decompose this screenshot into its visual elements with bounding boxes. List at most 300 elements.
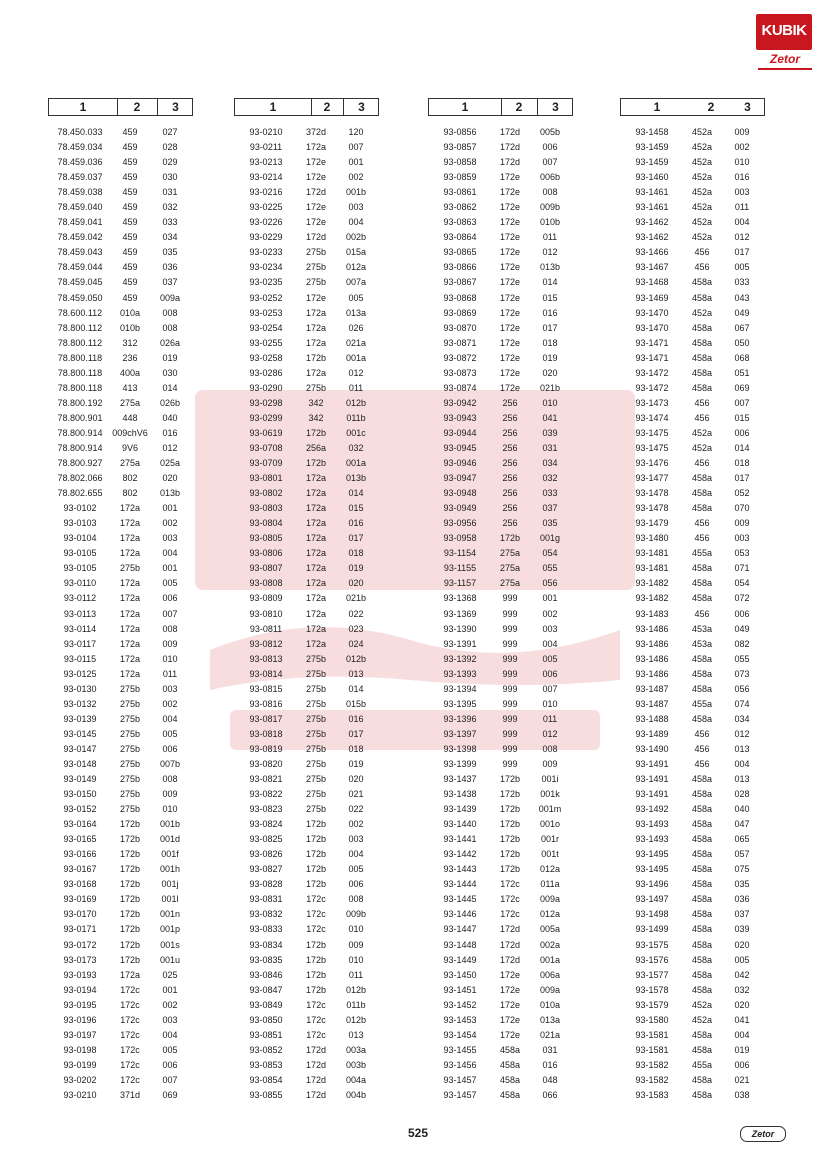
table-row	[48, 576, 193, 591]
table-row	[234, 652, 379, 667]
part-number: 93-0801	[249, 473, 283, 484]
table-row	[620, 1013, 765, 1028]
table-row	[620, 245, 765, 260]
part-number: 93-0847	[249, 984, 283, 995]
figure-ref: 172d	[305, 1074, 327, 1085]
figure-ref: 458a	[691, 578, 713, 589]
figure-ref: 452a	[691, 142, 713, 153]
part-number: 93-0214	[249, 172, 283, 183]
part-number: 93-1497	[635, 894, 669, 905]
table-row	[620, 471, 765, 486]
part-number: 93-0942	[443, 397, 477, 408]
table-row	[428, 531, 573, 546]
table-row	[620, 802, 765, 817]
table-row	[48, 877, 193, 892]
table-row	[48, 772, 193, 787]
figure-ref: 172e	[499, 217, 521, 228]
part-number: 93-0824	[249, 819, 283, 830]
part-number: 93-0167	[63, 864, 97, 875]
part-number: 93-0102	[63, 503, 97, 514]
figure-ref: 459	[122, 292, 138, 303]
table-row	[48, 245, 193, 260]
position-ref: 004	[162, 713, 178, 724]
table-row	[48, 1058, 193, 1073]
table-row	[428, 742, 573, 757]
table-row	[620, 622, 765, 637]
table-row	[234, 215, 379, 230]
part-number: 93-1583	[635, 1090, 669, 1100]
part-number: 93-1486	[635, 668, 669, 679]
rows-list	[234, 125, 379, 1103]
part-number: 93-0170	[63, 909, 97, 920]
position-ref: 016	[734, 172, 750, 183]
table-row	[620, 938, 765, 953]
position-ref: 008	[162, 623, 178, 634]
table-row	[620, 968, 765, 983]
position-ref: 009b	[345, 909, 367, 920]
position-ref: 066	[542, 1090, 558, 1100]
figure-ref: 458a	[691, 804, 713, 815]
figure-ref: 172c	[120, 1059, 140, 1070]
position-ref: 013a	[345, 307, 367, 318]
part-number: 93-0150	[63, 789, 97, 800]
part-number: 93-1399	[443, 758, 477, 769]
figure-ref: 275b	[119, 743, 141, 754]
part-number: 93-1577	[635, 969, 669, 980]
parts-column-1	[48, 98, 193, 1103]
figure-ref: 172e	[499, 352, 521, 363]
figure-ref: 275b	[305, 247, 327, 258]
parts-column-2	[234, 98, 379, 1103]
part-number: 93-1576	[635, 954, 669, 965]
table-row	[234, 817, 379, 832]
position-ref: 013b	[539, 262, 561, 273]
table-row	[48, 275, 193, 290]
figure-ref: 172a	[305, 623, 327, 634]
table-row	[428, 321, 573, 336]
table-row	[48, 185, 193, 200]
part-number: 93-0708	[249, 442, 283, 453]
table-row	[48, 757, 193, 772]
table-row	[620, 1088, 765, 1103]
figure-ref: 459	[122, 247, 138, 258]
figure-ref: 275a	[499, 548, 521, 559]
figure-ref: 458a	[691, 774, 713, 785]
figure-ref: 172a	[119, 668, 141, 679]
table-row	[620, 983, 765, 998]
part-number: 93-1391	[443, 638, 477, 649]
table-row	[620, 862, 765, 877]
part-number: 93-1482	[635, 578, 669, 589]
figure-ref: 802	[122, 488, 138, 499]
table-row	[48, 366, 193, 381]
part-number: 93-0826	[249, 849, 283, 860]
figure-ref: 172d	[305, 1090, 327, 1100]
table-row	[428, 983, 573, 998]
figure-ref: 275a	[499, 578, 521, 589]
part-number: 93-0145	[63, 728, 97, 739]
figure-ref: 172e	[499, 1014, 521, 1025]
part-number: 93-1499	[635, 924, 669, 935]
table-row	[620, 772, 765, 787]
figure-ref: 172b	[499, 804, 521, 815]
position-ref: 012b	[345, 1014, 367, 1025]
part-number: 93-1368	[443, 593, 477, 604]
part-number: 93-1486	[635, 623, 669, 634]
part-number: 93-0956	[443, 518, 477, 529]
position-ref: 018	[348, 743, 364, 754]
position-ref: 009a	[159, 292, 181, 303]
position-ref: 032	[734, 984, 750, 995]
figure-ref: 342	[308, 397, 324, 408]
part-number: 93-1454	[443, 1029, 477, 1040]
table-row	[428, 832, 573, 847]
part-number: 93-1486	[635, 653, 669, 664]
figure-ref: 172b	[305, 427, 327, 438]
figure-ref: 456	[694, 458, 710, 469]
figure-ref: 458a	[691, 337, 713, 348]
table-row	[48, 456, 193, 471]
position-ref: 025	[162, 969, 178, 980]
figure-ref: 172a	[305, 473, 327, 484]
header-col-1: 1	[79, 100, 87, 114]
figure-ref: 172a	[305, 593, 327, 604]
position-ref: 008	[348, 894, 364, 905]
position-ref: 009	[348, 939, 364, 950]
position-ref: 007	[734, 397, 750, 408]
part-number: 93-1452	[443, 999, 477, 1010]
position-ref: 069	[162, 1090, 178, 1100]
figure-ref: 372d	[305, 127, 327, 137]
figure-ref: 999	[502, 593, 518, 604]
figure-ref: 458a	[691, 683, 713, 694]
table-row	[234, 245, 379, 260]
position-ref: 001s	[160, 939, 180, 950]
part-number: 93-0804	[249, 518, 283, 529]
figure-ref: 172e	[499, 367, 521, 378]
table-row	[234, 125, 379, 140]
figure-ref: 172b	[305, 984, 327, 995]
table-row	[428, 817, 573, 832]
figure-ref: 275b	[119, 713, 141, 724]
table-row	[48, 907, 193, 922]
position-ref: 004	[162, 548, 178, 559]
figure-ref: 400a	[119, 367, 141, 378]
position-ref: 004	[734, 758, 750, 769]
figure-ref: 256	[502, 488, 518, 499]
table-row	[48, 321, 193, 336]
table-row	[428, 712, 573, 727]
figure-ref: 458a	[691, 292, 713, 303]
table-row	[620, 200, 765, 215]
position-ref: 001j	[161, 879, 179, 890]
position-ref: 002	[162, 999, 178, 1010]
part-number: 93-0147	[63, 743, 97, 754]
position-ref: 025a	[159, 458, 181, 469]
figure-ref: 458a	[691, 367, 713, 378]
figure-ref: 172c	[500, 894, 520, 905]
figure-ref: 275a	[499, 563, 521, 574]
position-ref: 001	[162, 503, 178, 514]
part-number: 93-1447	[443, 924, 477, 935]
table-row	[428, 366, 573, 381]
figure-ref: 172e	[305, 217, 327, 228]
position-ref: 017	[348, 533, 364, 544]
part-number: 93-0172	[63, 939, 97, 950]
parts-column-3	[428, 98, 573, 1103]
table-row	[620, 230, 765, 245]
part-number: 93-1449	[443, 954, 477, 965]
table-row	[428, 1013, 573, 1028]
position-ref: 039	[734, 924, 750, 935]
figure-ref: 172b	[499, 849, 521, 860]
position-ref: 014	[734, 442, 750, 453]
position-ref: 049	[734, 623, 750, 634]
position-ref: 017	[348, 728, 364, 739]
part-number: 93-1493	[635, 834, 669, 845]
part-number: 93-0822	[249, 789, 283, 800]
table-row	[48, 652, 193, 667]
figure-ref: 456	[694, 608, 710, 619]
table-row	[620, 998, 765, 1013]
position-ref: 018	[348, 548, 364, 559]
table-row	[620, 953, 765, 968]
part-number: 93-0115	[63, 653, 97, 664]
part-number: 93-0152	[63, 804, 97, 815]
position-ref: 068	[734, 352, 750, 363]
table-row	[48, 832, 193, 847]
part-number: 93-0216	[249, 187, 283, 198]
figure-ref: 172c	[120, 999, 140, 1010]
part-number: 93-1490	[635, 743, 669, 754]
position-ref: 006	[734, 608, 750, 619]
position-ref: 001k	[540, 789, 560, 800]
figure-ref: 458a	[691, 277, 713, 288]
position-ref: 010a	[539, 999, 561, 1010]
position-ref: 020	[348, 774, 364, 785]
table-row	[48, 1013, 193, 1028]
figure-ref: 172c	[306, 924, 326, 935]
table-row	[620, 125, 765, 140]
figure-ref: 172b	[119, 879, 141, 890]
position-ref: 009	[542, 758, 558, 769]
position-ref: 021b	[345, 593, 367, 604]
position-ref: 054	[734, 578, 750, 589]
part-number: 93-0173	[63, 954, 97, 965]
figure-ref: 275b	[305, 758, 327, 769]
part-number: 93-0813	[249, 653, 283, 664]
part-number: 78.450.033	[57, 127, 103, 137]
figure-ref: 458a	[691, 969, 713, 980]
part-number: 93-0818	[249, 728, 283, 739]
figure-ref: 275b	[119, 789, 141, 800]
header-col-2: 2	[515, 100, 523, 114]
part-number: 93-0858	[443, 157, 477, 168]
position-ref: 001d	[159, 834, 181, 845]
part-number: 93-0194	[63, 984, 97, 995]
part-number: 93-0853	[249, 1059, 283, 1070]
position-ref: 050	[734, 337, 750, 348]
position-ref: 069	[734, 382, 750, 393]
figure-ref: 172a	[119, 638, 141, 649]
table-row	[620, 652, 765, 667]
table-row	[620, 531, 765, 546]
table-row	[234, 501, 379, 516]
position-ref: 038	[734, 1090, 750, 1100]
part-number: 93-1437	[443, 774, 477, 785]
part-number: 93-0859	[443, 172, 477, 183]
figure-ref: 172b	[119, 864, 141, 875]
table-row	[620, 185, 765, 200]
table-row	[620, 877, 765, 892]
position-ref: 037	[162, 277, 178, 288]
table-row	[428, 637, 573, 652]
table-row	[428, 576, 573, 591]
table-row	[48, 396, 193, 411]
part-number: 93-0949	[443, 503, 477, 514]
position-ref: 015b	[345, 698, 367, 709]
position-ref: 004	[542, 638, 558, 649]
part-number: 93-0619	[249, 427, 283, 438]
figure-ref: 459	[122, 217, 138, 228]
part-number: 93-0846	[249, 969, 283, 980]
table-row	[234, 938, 379, 953]
part-number: 93-1492	[635, 804, 669, 815]
part-number: 93-1581	[635, 1029, 669, 1040]
position-ref: 033	[542, 488, 558, 499]
part-number: 93-0865	[443, 247, 477, 258]
position-ref: 003	[162, 533, 178, 544]
position-ref: 073	[734, 668, 750, 679]
position-ref: 009	[734, 518, 750, 529]
table-row	[620, 321, 765, 336]
position-ref: 013	[348, 1029, 364, 1040]
part-number: 93-1459	[635, 142, 669, 153]
table-row	[234, 260, 379, 275]
figure-ref: 456	[694, 412, 710, 423]
position-ref: 052	[734, 488, 750, 499]
position-ref: 022	[348, 804, 364, 815]
position-ref: 005	[162, 1044, 178, 1055]
position-ref: 031	[542, 1044, 558, 1055]
position-ref: 036	[162, 262, 178, 273]
part-number: 78.802.066	[57, 473, 103, 484]
part-number: 93-0117	[63, 638, 97, 649]
figure-ref: 458a	[691, 713, 713, 724]
position-ref: 001o	[539, 819, 561, 830]
position-ref: 022	[348, 608, 364, 619]
part-number: 78.600.112	[57, 307, 103, 318]
figure-ref: 172d	[499, 157, 521, 168]
position-ref: 002b	[345, 232, 367, 243]
figure-ref: 256	[502, 412, 518, 423]
figure-ref: 172b	[119, 894, 141, 905]
part-number: 93-1478	[635, 488, 669, 499]
table-row	[620, 140, 765, 155]
position-ref: 032	[348, 442, 364, 453]
table-row	[620, 712, 765, 727]
part-number: 93-1478	[635, 503, 669, 514]
figure-ref: 172e	[499, 202, 521, 213]
figure-ref: 999	[502, 758, 518, 769]
figure-ref: 458a	[499, 1059, 521, 1070]
position-ref: 012b	[345, 653, 367, 664]
figure-ref: 455a	[691, 698, 713, 709]
part-number: 93-0139	[63, 713, 97, 724]
part-number: 93-1397	[443, 728, 477, 739]
table-row	[620, 607, 765, 622]
header-col-2: 2	[323, 100, 331, 114]
part-number: 93-1440	[443, 819, 477, 830]
table-row	[234, 306, 379, 321]
figure-ref: 458a	[691, 503, 713, 514]
figure-ref: 999	[502, 608, 518, 619]
figure-ref: 256	[502, 427, 518, 438]
position-ref: 009a	[539, 984, 561, 995]
part-number: 93-1455	[443, 1044, 477, 1055]
table-row	[428, 727, 573, 742]
part-number: 93-0834	[249, 939, 283, 950]
position-ref: 006	[734, 427, 750, 438]
table-row	[428, 652, 573, 667]
table-row	[48, 486, 193, 501]
position-ref: 009a	[539, 894, 561, 905]
position-ref: 012b	[345, 397, 367, 408]
figure-ref: 456	[694, 397, 710, 408]
position-ref: 026a	[159, 337, 181, 348]
part-number: 93-0226	[249, 217, 283, 228]
position-ref: 005	[734, 954, 750, 965]
figure-ref: 275b	[119, 683, 141, 694]
part-number: 93-1462	[635, 217, 669, 228]
column-header	[620, 98, 765, 116]
part-number: 93-1495	[635, 864, 669, 875]
kubik-logo	[756, 14, 812, 72]
position-ref: 001b	[345, 187, 367, 198]
part-number: 93-0169	[63, 894, 97, 905]
figure-ref: 256	[502, 397, 518, 408]
figure-ref: 275b	[305, 262, 327, 273]
header-col-3: 3	[172, 100, 179, 114]
position-ref: 012	[542, 247, 558, 258]
position-ref: 015	[348, 503, 364, 514]
table-row	[620, 516, 765, 531]
part-number: 93-1462	[635, 232, 669, 243]
position-ref: 026	[348, 322, 364, 333]
figure-ref: 458a	[691, 984, 713, 995]
position-ref: 001n	[159, 909, 181, 920]
part-number: 93-1443	[443, 864, 477, 875]
position-ref: 037	[542, 503, 558, 514]
part-number: 93-0945	[443, 442, 477, 453]
figure-ref: 275b	[305, 277, 327, 288]
position-ref: 071	[734, 563, 750, 574]
table-row	[620, 576, 765, 591]
part-number: 93-0823	[249, 804, 283, 815]
table-row	[234, 411, 379, 426]
part-number: 93-0253	[249, 307, 283, 318]
table-row	[234, 772, 379, 787]
table-row	[48, 922, 193, 937]
part-number: 93-0864	[443, 232, 477, 243]
part-number: 93-0298	[249, 397, 283, 408]
table-row	[234, 847, 379, 862]
table-row	[234, 396, 379, 411]
position-ref: 019	[348, 563, 364, 574]
part-number: 93-1480	[635, 533, 669, 544]
parts-column-4	[620, 98, 765, 1103]
position-ref: 012	[734, 232, 750, 243]
